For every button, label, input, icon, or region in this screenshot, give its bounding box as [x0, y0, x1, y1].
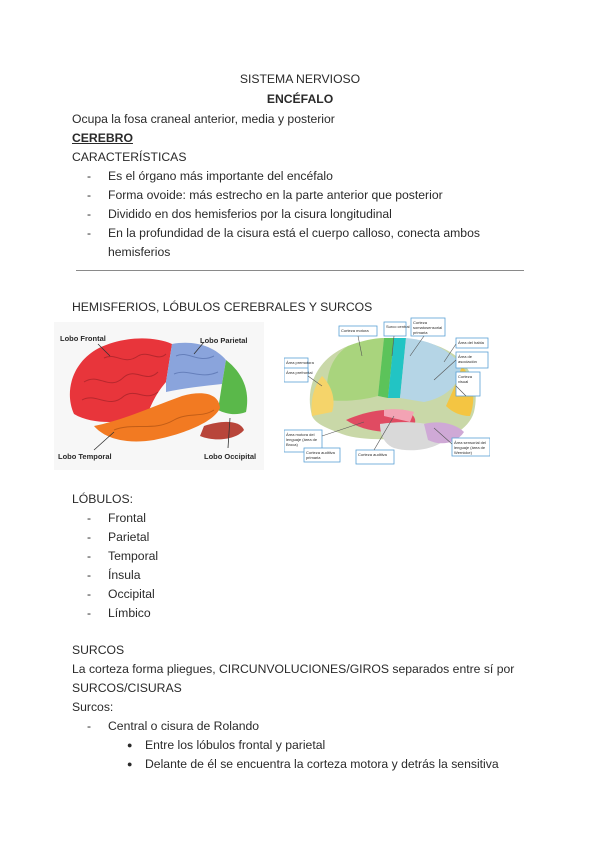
label-area: Área sensorial del lenguaje (área de Wernicke): [454, 440, 487, 455]
list-item: - Ínsula: [108, 568, 141, 582]
intro-text: Ocupa la fosa craneal anterior, media y posterior: [72, 112, 335, 126]
caracteristicas-label: CARACTERÍSTICAS: [72, 150, 187, 164]
page-subtitle: ENCÉFALO: [266, 92, 334, 106]
label-lobo-frontal: Lobo Frontal: [60, 334, 106, 343]
list-item: - Es el órgano más importante del encéfalo: [108, 169, 333, 183]
label-area: Corteza auditiva primaria: [306, 450, 335, 460]
lobulos-heading: LÓBULOS:: [72, 492, 133, 506]
list-item: - Parietal: [108, 530, 149, 544]
label-area: Surco central: [386, 324, 410, 329]
page-title: SISTEMA NERVIOSO: [239, 72, 361, 86]
list-item: - Límbico: [108, 606, 151, 620]
label-area: Corteza somatosensorial primaria: [413, 320, 443, 335]
list-item: - Frontal: [108, 511, 146, 525]
list-item: - Temporal: [108, 549, 158, 563]
brain-functional-areas-figure: [284, 316, 490, 470]
label-area: Área de asociación: [458, 354, 477, 364]
list-item: - Central o cisura de Rolando: [108, 719, 259, 733]
list-item: - Occipital: [108, 587, 155, 601]
list-item: - Dividido en dos hemisferios por la cisura longitudinal: [108, 207, 392, 221]
horizontal-divider: [76, 270, 524, 271]
label-area: Área prefrontal: [286, 370, 313, 375]
surcos-text: La corteza forma pliegues, CIRCUNVOLUCIONES/GIROS separados entre sí por: [72, 662, 515, 676]
label-area: Corteza visual: [458, 374, 473, 384]
brain-lobes-figure: [54, 322, 264, 470]
surcos-text-continuation: SURCOS/CISURAS: [72, 681, 182, 695]
cerebro-heading: CEREBRO: [72, 131, 133, 145]
surcos-label: Surcos:: [72, 700, 114, 714]
list-item: - En la profundidad de la cisura está el cuerpo calloso, conecta ambos: [108, 226, 480, 240]
label-area: Área del habla: [458, 340, 484, 345]
list-item: ● Delante de él se encuentra la corteza motora y detrás la sensitiva: [145, 757, 499, 771]
label-area: Área premotora: [286, 360, 314, 365]
label-area: Corteza motora: [341, 328, 369, 333]
label-lobo-temporal: Lobo Temporal: [58, 452, 112, 461]
label-area: Corteza auditiva: [358, 452, 387, 457]
hemisferios-heading: HEMISFERIOS, LÓBULOS CEREBRALES Y SURCOS: [72, 300, 373, 314]
label-lobo-parietal: Lobo Parietal: [200, 336, 248, 345]
label-area: Área motora del lenguaje (área de Broca): [286, 432, 318, 447]
list-item: - Forma ovoide: más estrecho en la parte anterior que posterior: [108, 188, 443, 202]
list-item: ● Entre los lóbulos frontal y parietal: [145, 738, 325, 752]
label-lobo-occipital: Lobo Occipital: [204, 452, 257, 461]
surcos-heading: SURCOS: [72, 643, 125, 657]
list-item-continuation: hemisferios: [108, 245, 171, 259]
